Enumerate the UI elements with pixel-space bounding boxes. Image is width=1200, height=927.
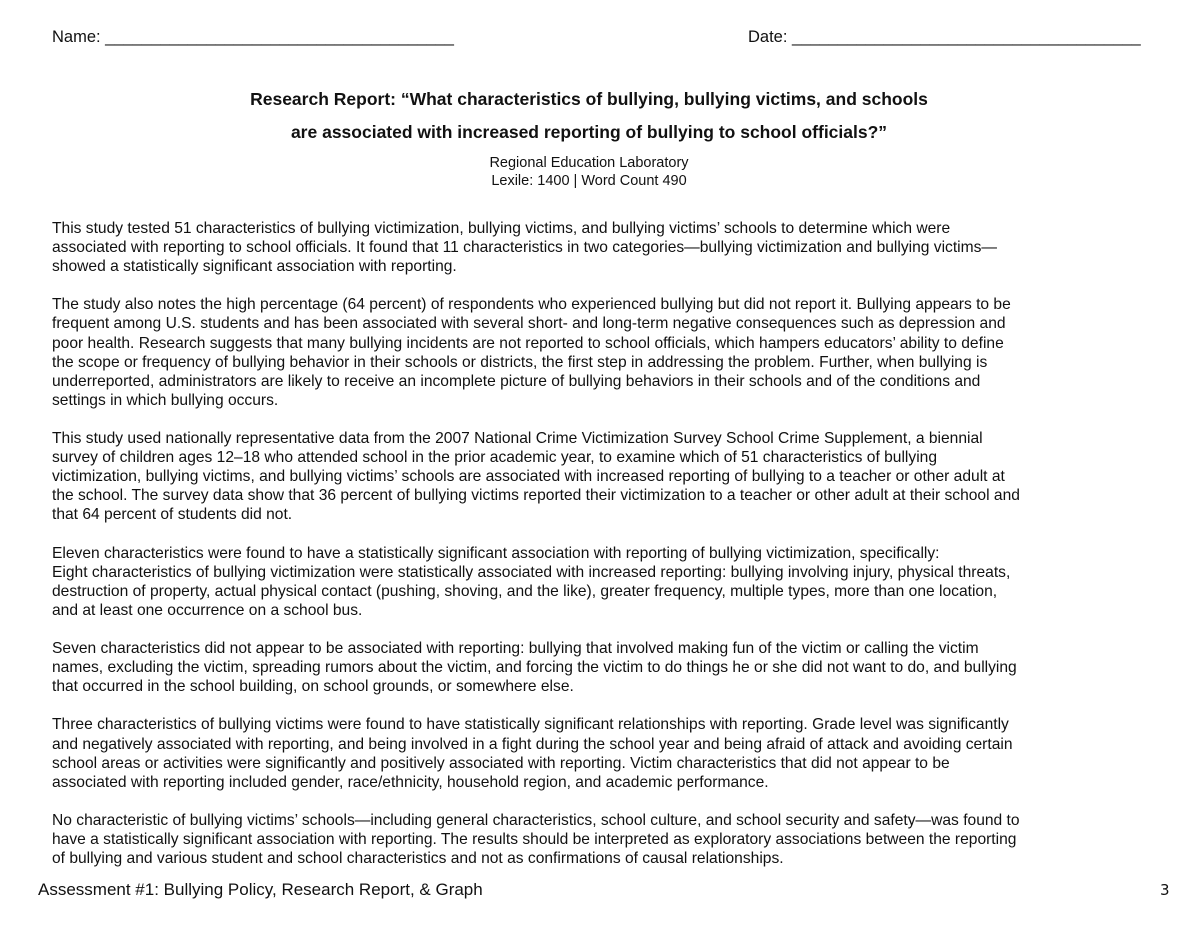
paragraph-line: associated with reporting included gender, race/ethnicity, household region, and academic performance.: [52, 773, 769, 791]
footer-assessment-label: Assessment #1: Bullying Policy, Research Report, & Graph: [38, 880, 483, 899]
paragraph-line: of bullying and various student and school characteristics and not as confirmations of causal relationships.: [52, 850, 784, 868]
paragraph-line: and at least one occurrence on a school bus.: [52, 601, 363, 619]
paragraph-line: showed a statistically significant association with reporting.: [52, 258, 457, 276]
paragraph-line: Seven characteristics did not appear to be associated with reporting: bullying that involved making fun of the victim or calling the victim: [52, 640, 979, 658]
body-paragraph: [52, 544, 1112, 620]
paragraph-line: that 64 percent of students did not.: [52, 506, 293, 524]
paragraph-line: the scope or frequency of bullying behavior in their schools or districts, the first step in addressing the problem. Further, when bullying is: [52, 353, 988, 371]
paragraph-line: poor health. Research suggests that many bullying incidents are not reported to school officials, which hampers educators’ ability to define: [52, 334, 1004, 352]
paragraph-line: victimization, bullying victims, and bullying victims’ schools are associated with increased reporting of bullying to a teacher or other adult at: [52, 468, 1005, 486]
paragraph-line: the school. The survey data show that 36 percent of bullying victims reported their victimization to a teacher or other adult at their school and: [52, 487, 1020, 505]
paragraph-line: settings in which bullying occurs.: [52, 391, 279, 409]
source-label: Regional Education Laboratory: [489, 155, 689, 171]
report-title-line-2: are associated with increased reporting of bullying to school officials?”: [290, 122, 888, 142]
paragraph-line: No characteristic of bullying victims’ schools—including general characteristics, school culture, and school security and safety—was found to: [52, 811, 1020, 829]
body-paragraph: [52, 219, 1112, 276]
lexile-word-count: Lexile: 1400 | Word Count 490: [491, 173, 687, 189]
paragraph-line: school areas or activities were significantly and positively associated with reporting. Victim characteristics that did not appear to be: [52, 754, 950, 772]
body-paragraph: [52, 295, 1112, 410]
paragraph-line: and negatively associated with reporting, and being involved in a fight during the school year and being afraid of attack and avoiding certain: [52, 735, 1013, 753]
date-field-line: Date: ______________________________________: [748, 28, 1141, 46]
paragraph-line: frequent among U.S. students and has been associated with several short- and long-term negative consequences such as depression and: [52, 315, 1006, 333]
paragraph-line: Eight characteristics of bullying victimization were statistically associated with increased reporting: bullying involving injury, physical threats,: [52, 563, 1011, 581]
name-field-line: Name: ______________________________________: [52, 28, 454, 46]
paragraph-line: that occurred in the school building, on school grounds, or somewhere else.: [52, 678, 574, 696]
paragraph-line: Three characteristics of bullying victims were found to have statistically significant relationships with reporting. Grade level was significantly: [52, 716, 1009, 734]
paragraph-line: Eleven characteristics were found to have a statistically significant association with reporting of bullying victimization, specifically:: [52, 544, 940, 562]
body-paragraph: [52, 715, 1112, 791]
paragraph-line: The study also notes the high percentage (64 percent) of respondents who experienced bullying but did not report it. Bullying appears to be: [52, 296, 1011, 314]
paragraph-line: This study tested 51 characteristics of bullying victimization, bullying victims, and bullying victims’ schools to determine which were: [52, 220, 951, 237]
paragraph-line: underreported, administrators are likely to receive an incomplete picture of bullying behaviors in their schools and of the conditions and: [52, 372, 981, 390]
paragraph-line: survey of children ages 12–18 who attended school in the prior academic year, to examine which of 51 characteristics of bullying: [52, 449, 938, 467]
body-paragraph: [52, 639, 1112, 696]
report-body: [52, 219, 1112, 887]
paragraph-line: have a statistically significant association with reporting. The results should be interpreted as exploratory associations between the reporting: [52, 831, 1017, 848]
page-number: 3: [1160, 881, 1170, 899]
paragraph-line: names, excluding the victim, spreading rumors about the victim, and forcing the victim to do things he or she did not want to do, and bullying: [52, 659, 1017, 677]
body-paragraph: [52, 429, 1112, 524]
report-title-line-1: Research Report: “What characteristics of bullying, bullying victims, and schools: [250, 89, 928, 109]
paragraph-line: associated with reporting to school officials. It found that 11 characteristics in two categories—bullying victimization and bullying victims—: [52, 239, 998, 257]
paragraph-line: destruction of property, actual physical contact (pushing, shoving, and the like), greater frequency, multiple types, more than one location,: [52, 582, 998, 600]
paragraph-line: This study used nationally representative data from the 2007 National Crime Victimization Survey School Crime Supplement, a biennial: [52, 430, 983, 448]
body-paragraph: [52, 811, 1112, 868]
